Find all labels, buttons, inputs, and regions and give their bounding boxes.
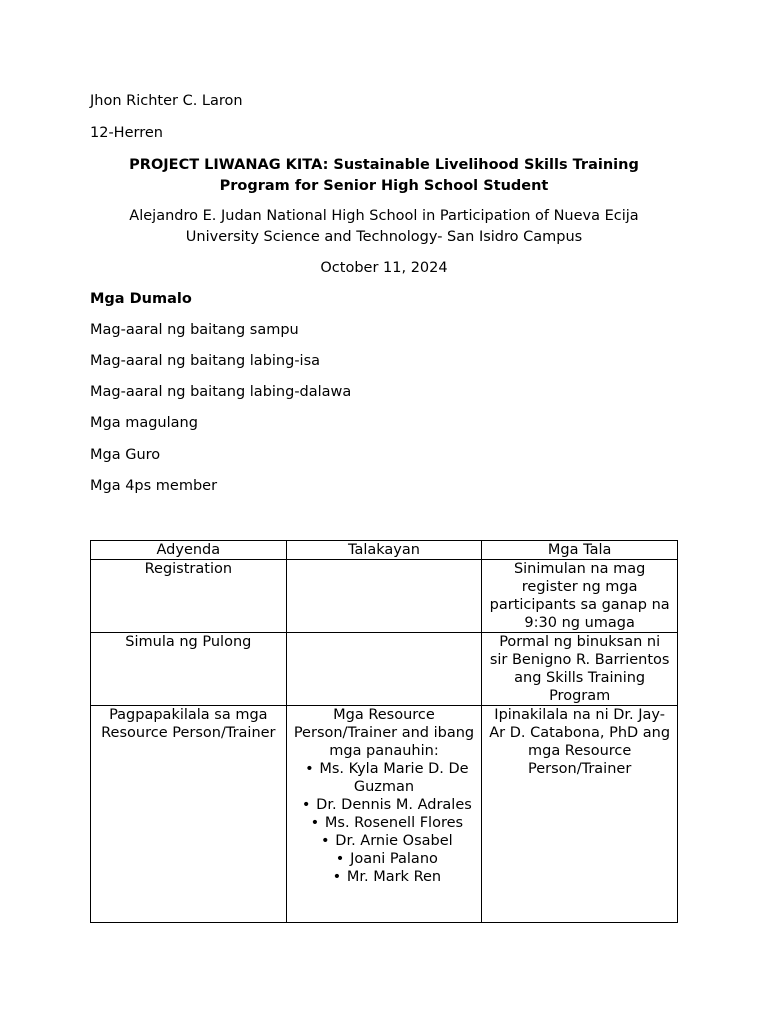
school-name <box>90 206 678 247</box>
bullet-icon: • <box>335 851 345 867</box>
discussion-intro: Mga Resource Person/Trainer and ibang mga panauhin: <box>293 707 475 759</box>
resource-person-name: Ms. Kyla Marie D. De Guzman <box>319 761 469 795</box>
list-item <box>293 760 476 796</box>
discussion-cell <box>286 633 482 706</box>
column-header-discussion: Talakayan <box>286 541 482 560</box>
attendee-item: Mag-aaral ng baitang labing-isa <box>90 353 321 369</box>
agenda-cell: Pagpapakilala sa mga Resource Person/Trainer <box>91 706 287 923</box>
attendee-item: Mag-aaral ng baitang labing-dalawa <box>90 384 352 400</box>
notes-cell: Sinimulan na mag register ng mga participants sa ganap na 9:30 ng umaga <box>482 560 678 633</box>
table-row <box>91 706 678 923</box>
agenda-cell: Simula ng Pulong <box>91 633 287 706</box>
school-name-line-1: Alejandro E. Judan National High School in Participation of Nueva Ecija <box>129 208 639 224</box>
list-item <box>293 832 476 850</box>
resource-person-name: Dr. Dennis M. Adrales <box>316 797 472 813</box>
bullet-icon: • <box>301 797 311 813</box>
bullet-icon: • <box>305 761 314 777</box>
section-name: 12-Herren <box>90 125 163 141</box>
bullet-icon: • <box>332 869 342 885</box>
attendees-heading: Mga Dumalo <box>90 291 192 307</box>
attendee-item: Mga magulang <box>90 415 198 431</box>
resource-person-list <box>293 760 476 886</box>
table-header-row <box>91 541 678 560</box>
attendee-item: Mag-aaral ng baitang sampu <box>90 322 299 338</box>
event-date: October 11, 2024 <box>320 260 448 276</box>
agenda-cell: Registration <box>91 560 287 633</box>
column-header-agenda: Adyenda <box>91 541 287 560</box>
agenda-table <box>90 540 678 923</box>
resource-person-name: Mr. Mark Ren <box>346 869 442 885</box>
notes-cell: Ipinakilala na ni Dr. Jay-Ar D. Catabona, PhD ang mga Resource Person/Trainer <box>482 706 678 923</box>
school-name-line-2: University Science and Technology- San Isidro Campus <box>185 228 583 245</box>
table-row <box>91 633 678 706</box>
list-item <box>293 868 476 886</box>
discussion-cell <box>286 560 482 633</box>
column-header-notes: Mga Tala <box>482 541 678 560</box>
table-row <box>91 560 678 633</box>
project-title <box>90 155 678 196</box>
resource-person-name: Ms. Rosenell Flores <box>324 815 464 831</box>
notes-cell: Pormal ng binuksan ni sir Benigno R. Barrientos ang Skills Training Program <box>482 633 678 706</box>
discussion-cell <box>286 706 482 923</box>
bullet-icon: • <box>321 833 330 849</box>
list-item <box>293 796 476 814</box>
resource-person-name: Joani Palano <box>350 851 438 867</box>
resource-person-name: Dr. Arnie Osabel <box>335 833 453 849</box>
attendee-item: Mga 4ps member <box>90 478 218 494</box>
list-item <box>293 850 476 868</box>
project-title-line-2: Program for Senior High School Student <box>219 177 549 194</box>
project-title-line-1: PROJECT LIWANAG KITA: Sustainable Livelihood Skills Training <box>129 157 639 173</box>
attendee-item: Mga Guro <box>90 447 161 463</box>
author-name: Jhon Richter C. Laron <box>90 93 243 109</box>
list-item <box>293 814 476 832</box>
bullet-icon: • <box>310 815 320 831</box>
